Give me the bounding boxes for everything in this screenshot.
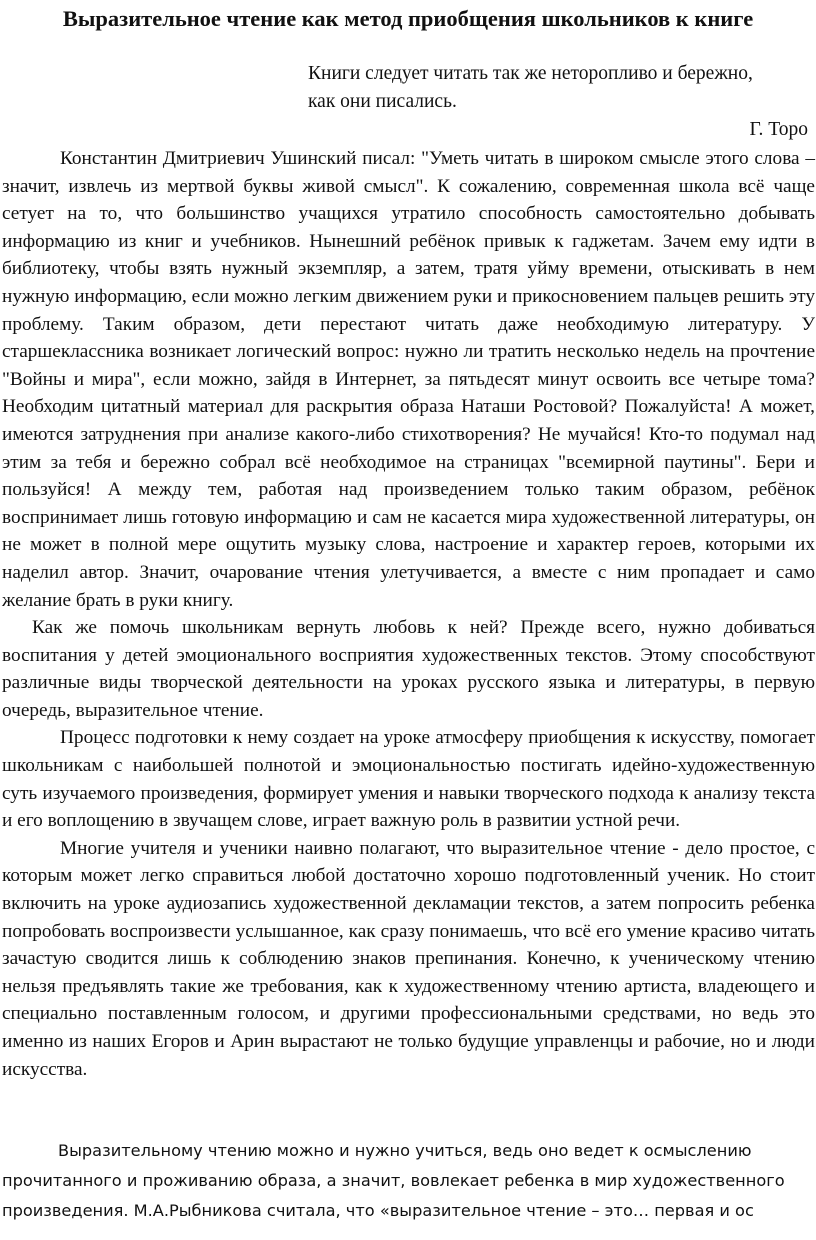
epigraph-line: Книги следует читать так же неторопливо и бережно, [308,63,753,84]
epigraph [308,60,808,116]
epigraph-line: как они писались. [308,91,457,112]
tail-section [2,1136,815,1226]
document-title: Выразительное чтение как метод приобщения школьников к книге [62,6,754,31]
body-paragraph: Многие учителя и ученики наивно полагают, что выразительное чтение - дело простое, с которым может легко справиться любой достаточно хорошо подготовленный ученик. Но стоит включить на уроке аудиозапись художественной декламации текстов, а затем попросить ребенка попробовать воспроизвести услышанное, как сразу понимаешь, что всё его умение красиво читать зачастую сводится лишь к соблюдению знаков препинания. Конечно, к ученическому чтению нельзя предъявлять такие же требования, как к художественному чтению артиста, владеющего и специально поставленным голосом, и другими профессиональными средствами, но ведь это именно из наших Егоров и Арин вырастают не только будущие управленцы и рабочие, но и люди искусства. [2,837,815,1080]
epigraph-author: Г. Торо [749,119,808,140]
body-paragraph: Как же помочь школьникам вернуть любовь к ней? Прежде всего, нужно добиваться воспитания у детей эмоционального восприятия художественных текстов. Этому способствуют различные виды творческой деятельности на уроках русского языка и литературы, в первую очередь, выразительное чтение. [2,617,815,721]
tail-paragraph: Выразительному чтению можно и нужно учиться, ведь оно ведет к осмыслению прочитанного и проживанию образа, а значит, вовлекает ребенка в мир художественного произведения. М.А.Рыбникова считала, что «выразительное чтение – это… первая и ос [2,1141,785,1220]
body-paragraph: Процесс подготовки к нему создает на уроке атмосферу приобщения к искусству, помогает школьникам с наибольшей полнотой и эмоциональностью постигать идейно-художественную суть изучаемого произведения, формирует умения и навыки творческого подхода к анализу текста и его воплощению в звучащем слове, играет важную роль в развитии устной речи. [2,727,815,832]
document-body [2,145,815,1083]
body-paragraph: Константин Дмитриевич Ушинский писал: "Уметь читать в широком смысле этого слова – значит, извлечь из мертвой буквы живой смысл". К сожалению, современная школа всё чаще сетует на то, что большинство учащихся утратило способность самостоятельно добывать информацию из книг и учебников. Нынешний ребёнок привык к гаджетам. Зачем ему идти в библиотеку, чтобы взять нужный экземпляр, а затем, тратя уйму времени, отыскивать в нем нужную информацию, если можно легким движением руки и прикосновением пальцев решить эту проблему. Таким образом, дети перестают читать даже необходимую литературу. У старшеклассника возникает логический вопрос: нужно ли тратить несколько недель на прочтение "Войны и мира", если можно, зайдя в Интернет, за пятьдесят минут освоить все четыре тома? Необходим цитатный материал для раскрытия образа Наташи Ростовой? Пожалуйста! А может, имеются затруднения при анализе какого-либо стихотворения? Не мучайся! Кто-то подумал над этим за тебя и бережно собрал всё необходимое на страницах "всемирной паутины". Бери и пользуйся! А между тем, работая над произведением только таким образом, ребёнок воспринимает лишь готовую информацию и сам не касается мира художественной литературы, он не может в полной мере ощутить музыку слова, настроение и характер героев, которыми их наделил автор. Значит, очарование чтения улетучивается, а вместе с ним пропадает и само желание брать в руки книгу. [2,148,815,611]
